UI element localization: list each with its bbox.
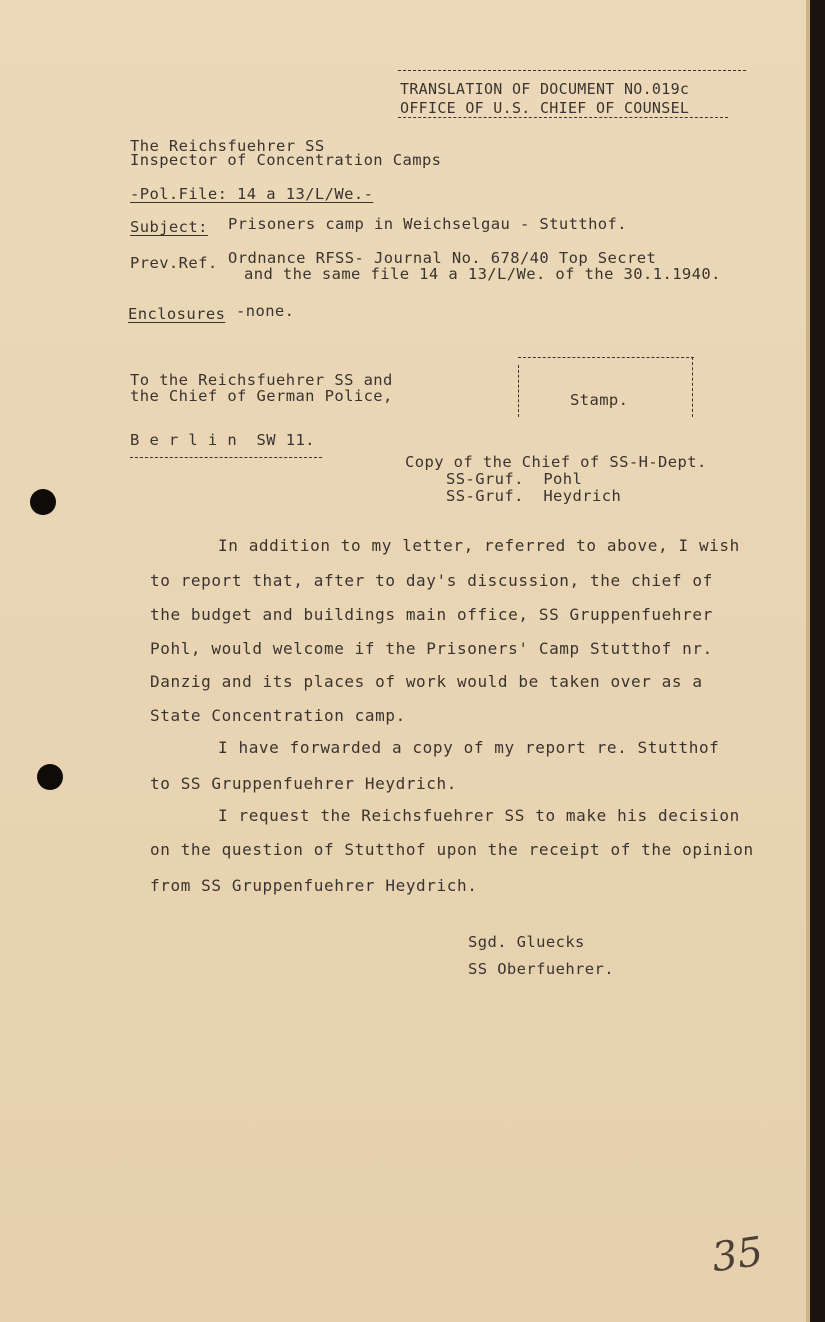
body-line: the budget and buildings main office, SS Gruppenfuehrer <box>150 605 713 624</box>
stamp-label: Stamp. <box>570 391 629 409</box>
page-number: 35 <box>709 1228 766 1282</box>
binder-hole-bottom <box>37 764 63 790</box>
body-line: to report that, after to day's discussion, the chief of <box>150 571 713 590</box>
body-line: State Concentration camp. <box>150 706 406 725</box>
prev-ref-label: Prev.Ref. <box>130 254 218 272</box>
header-translation-line: TRANSLATION OF DOCUMENT NO.019c <box>400 80 690 98</box>
body-line: I request the Reichsfuehrer SS to make his decision <box>218 806 740 825</box>
sender-line-1: The Reichsfuehrer SS <box>130 137 325 155</box>
header-office-line: OFFICE OF U.S. CHIEF OF COUNSEL <box>400 99 690 117</box>
header-top-rule <box>398 70 746 71</box>
header-bottom-rule <box>398 117 728 118</box>
subject-label: Subject: <box>130 218 208 236</box>
prev-ref-line-2: and the same file 14 a 13/L/We. of the 30.1.1940. <box>244 265 721 283</box>
recipient-city-rule <box>130 457 322 458</box>
body-line: Danzig and its places of work would be taken over as a <box>150 672 703 691</box>
copy-line-2: SS-Gruf. Pohl <box>446 470 583 488</box>
enclosures-label: Enclosures <box>128 305 226 323</box>
recipient-line-1: To the Reichsfuehrer SS and <box>130 371 393 389</box>
sender-line-2: Inspector of Concentration Camps <box>130 151 442 169</box>
body-line: I have forwarded a copy of my report re. Stutthof <box>218 738 720 757</box>
body-line: In addition to my letter, referred to above, I wish <box>218 536 740 555</box>
stamp-placeholder-box <box>518 357 694 419</box>
copy-line-3: SS-Gruf. Heydrich <box>446 487 622 505</box>
subject-value: Prisoners camp in Weichselgau - Stutthof. <box>228 215 628 233</box>
copy-line-1: Copy of the Chief of SS-H-Dept. <box>405 453 707 471</box>
body-line: from SS Gruppenfuehrer Heydrich. <box>150 876 478 895</box>
binder-hole-top <box>30 489 56 515</box>
file-reference: -Pol.File: 14 a 13/L/We.- <box>130 185 374 203</box>
signature-rank: SS Oberfuehrer. <box>468 960 614 978</box>
body-line: to SS Gruppenfuehrer Heydrich. <box>150 774 457 793</box>
body-line: Pohl, would welcome if the Prisoners' Camp Stutthof nr. <box>150 639 713 658</box>
enclosures-value: -none. <box>236 302 295 320</box>
recipient-city: B e r l i n SW 11. <box>130 431 315 449</box>
scan-edge <box>806 0 825 1322</box>
prev-ref-line-1: Ordnance RFSS- Journal No. 678/40 Top Secret <box>228 249 657 267</box>
body-line: on the question of Stutthof upon the receipt of the opinion <box>150 840 754 859</box>
recipient-line-2: the Chief of German Police, <box>130 387 393 405</box>
signature-name: Sgd. Gluecks <box>468 933 585 951</box>
